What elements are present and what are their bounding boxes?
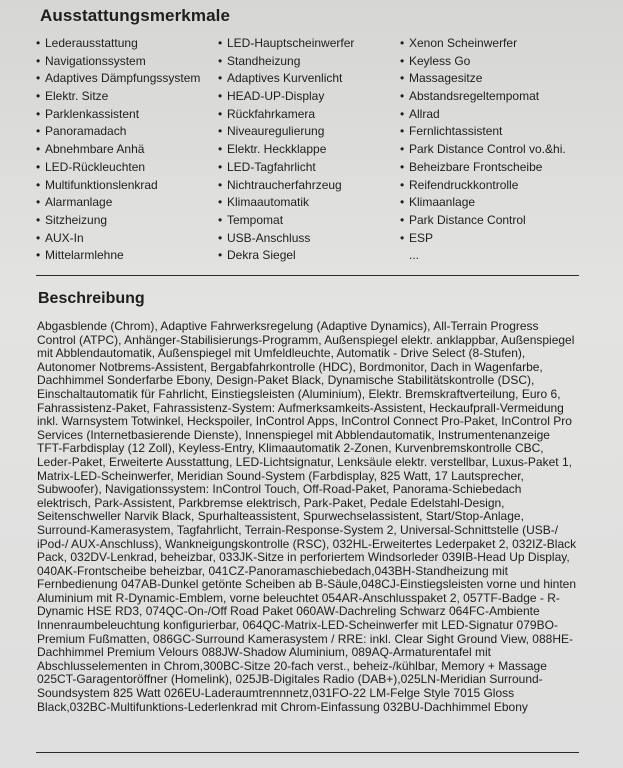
bullet-marker: • bbox=[36, 248, 41, 263]
feature-item bbox=[218, 212, 396, 230]
feature-label: LED-Rückleuchten bbox=[45, 159, 146, 174]
bullet-marker: • bbox=[218, 106, 223, 121]
feature-item bbox=[400, 159, 590, 177]
feature-label: Massagesitze bbox=[409, 71, 483, 86]
feature-label: Lederausstattung bbox=[45, 36, 138, 50]
feature-label: Abstandsregeltempomat bbox=[409, 89, 540, 104]
feature-item bbox=[400, 35, 590, 53]
feature-item bbox=[36, 53, 214, 71]
feature-label: Abnehmbare Anhä bbox=[45, 142, 145, 157]
feature-item bbox=[218, 194, 396, 212]
bullet-marker: • bbox=[218, 195, 223, 210]
bullet-marker: • bbox=[36, 53, 41, 68]
bullet-marker: • bbox=[36, 212, 41, 227]
feature-item bbox=[36, 35, 214, 53]
feature-item bbox=[400, 247, 590, 265]
features-heading: Ausstattungsmerkmale bbox=[40, 6, 231, 25]
feature-item bbox=[36, 247, 214, 265]
feature-item bbox=[218, 159, 396, 177]
bullet-marker: • bbox=[36, 159, 41, 174]
feature-item bbox=[400, 212, 590, 230]
feature-label: Klimaautomatik bbox=[227, 195, 310, 210]
feature-label: Adaptives Dämpfungssystem bbox=[45, 71, 201, 86]
feature-label: USB-Anschluss bbox=[227, 230, 311, 245]
bullet-marker: • bbox=[218, 177, 223, 192]
bullet-marker: • bbox=[36, 36, 41, 50]
feature-item bbox=[36, 123, 214, 141]
feature-item bbox=[218, 177, 396, 195]
feature-item bbox=[36, 159, 214, 177]
bottom-divider bbox=[36, 752, 579, 753]
feature-label: Adaptives Kurvenlicht bbox=[227, 71, 343, 86]
bullet-marker: • bbox=[400, 53, 405, 68]
feature-label: Allrad bbox=[409, 106, 440, 121]
feature-item bbox=[218, 70, 396, 88]
feature-item bbox=[36, 230, 214, 248]
bullet-marker: • bbox=[400, 106, 405, 121]
bullet-marker: • bbox=[36, 71, 41, 86]
feature-label: Mittelarmlehne bbox=[45, 248, 124, 263]
feature-label: Fernlichtassistent bbox=[409, 124, 503, 139]
bullet-marker: • bbox=[400, 195, 405, 210]
bullet-marker: • bbox=[218, 89, 223, 104]
feature-item bbox=[218, 35, 396, 53]
bullet-marker: • bbox=[218, 71, 223, 86]
feature-item bbox=[218, 88, 396, 106]
bullet-marker: • bbox=[36, 89, 41, 104]
feature-item bbox=[36, 177, 214, 195]
bullet-marker: • bbox=[218, 124, 223, 139]
feature-label: Park Distance Control bbox=[409, 212, 526, 227]
feature-label: Reifendruckkontrolle bbox=[409, 177, 519, 192]
bullet-marker: • bbox=[36, 124, 41, 139]
features-column-3 bbox=[400, 35, 590, 265]
feature-label: Nichtraucherfahrzeug bbox=[227, 177, 342, 192]
bullet-marker: • bbox=[218, 159, 223, 174]
bullet-marker: • bbox=[218, 212, 223, 227]
feature-label: LED-Hauptscheinwerfer bbox=[227, 36, 355, 50]
feature-item bbox=[218, 141, 396, 159]
feature-item bbox=[400, 53, 590, 71]
feature-label: HEAD-UP-Display bbox=[227, 89, 325, 104]
feature-item bbox=[400, 123, 590, 141]
bullet-marker: • bbox=[400, 230, 405, 245]
bullet-marker: • bbox=[218, 142, 223, 157]
feature-item bbox=[218, 230, 396, 248]
feature-label: Sitzheizung bbox=[45, 212, 108, 227]
feature-label: AUX-In bbox=[45, 230, 84, 245]
feature-item bbox=[400, 177, 590, 195]
feature-label: ... bbox=[409, 248, 420, 263]
bullet-marker: • bbox=[36, 106, 41, 121]
feature-item bbox=[400, 70, 590, 88]
bullet-marker: • bbox=[218, 230, 223, 245]
bullet-marker: • bbox=[400, 71, 405, 86]
bullet-marker: • bbox=[218, 36, 223, 50]
feature-item bbox=[36, 106, 214, 124]
feature-label: Park Distance Control vo.&hi. bbox=[409, 142, 566, 157]
features-list bbox=[36, 35, 596, 265]
bullet-marker: • bbox=[400, 177, 405, 192]
bullet-marker: • bbox=[36, 177, 41, 192]
feature-item bbox=[400, 194, 590, 212]
description-heading: Beschreibung bbox=[38, 290, 145, 307]
feature-item bbox=[36, 194, 214, 212]
feature-item bbox=[400, 106, 590, 124]
feature-label: Rückfahrkamera bbox=[227, 106, 316, 121]
bullet-marker: • bbox=[400, 142, 405, 157]
feature-item bbox=[36, 88, 214, 106]
feature-item bbox=[400, 88, 590, 106]
section-divider bbox=[36, 275, 579, 276]
bullet-marker: • bbox=[400, 212, 405, 227]
feature-item bbox=[400, 141, 590, 159]
bullet-marker: • bbox=[36, 195, 41, 210]
feature-label: Keyless Go bbox=[409, 53, 471, 68]
feature-item bbox=[36, 141, 214, 159]
bullet-marker: • bbox=[36, 142, 41, 157]
feature-item bbox=[36, 212, 214, 230]
feature-label: Elektr. Heckklappe bbox=[227, 142, 327, 157]
feature-label: Parklenkassistent bbox=[45, 106, 140, 121]
features-column-1 bbox=[36, 35, 214, 265]
feature-label: Navigationssystem bbox=[45, 53, 146, 68]
features-column-2 bbox=[218, 35, 396, 265]
feature-item bbox=[218, 247, 396, 265]
feature-label: Elektr. Sitze bbox=[45, 89, 109, 104]
feature-item bbox=[400, 230, 590, 248]
bullet-marker: • bbox=[36, 230, 41, 245]
bullet-marker: • bbox=[218, 53, 223, 68]
bullet-marker: • bbox=[218, 248, 223, 263]
bullet-marker: • bbox=[400, 36, 405, 50]
feature-label: Multifunktionslenkrad bbox=[45, 177, 158, 192]
feature-item bbox=[218, 123, 396, 141]
feature-item bbox=[218, 106, 396, 124]
feature-label: Niveauregulierung bbox=[227, 124, 325, 139]
feature-label: Klimaanlage bbox=[409, 195, 476, 210]
feature-label: Standheizung bbox=[227, 53, 301, 68]
feature-label: LED-Tagfahrlicht bbox=[227, 159, 316, 174]
feature-label: Xenon Scheinwerfer bbox=[409, 36, 518, 50]
feature-label: Tempomat bbox=[227, 212, 284, 227]
bullet-marker: • bbox=[400, 159, 405, 174]
feature-label: Dekra Siegel bbox=[227, 248, 296, 263]
feature-label: Beheizbare Frontscheibe bbox=[409, 159, 543, 174]
feature-label: Panoramadach bbox=[45, 124, 127, 139]
feature-item bbox=[218, 53, 396, 71]
feature-item bbox=[36, 70, 214, 88]
feature-label: Alarmanlage bbox=[45, 195, 113, 210]
feature-label: ESP bbox=[409, 230, 434, 245]
bullet-marker: • bbox=[400, 89, 405, 104]
bullet-marker: • bbox=[400, 124, 405, 139]
description-text: Abgasblende (Chrom), Adaptive Fahrwerksregelung (Adaptive Dynamics), All-Terrain Progress Control (ATPC), Anhänger-Stabilisierungs-Programm, Außenspiegel elektr. anklappbar, Außenspiegel mit Abblendautomatik, Außenspiegel mit Umfeldleuchte, Automatik - Drive Select (8-Stufen), Autonomer Notbrems-Assistent, Bergabfahrkontrolle (HDC), Bordmonitor, Dach in Wagenfarbe, Dachhimmel Sonderfarbe Ebony, Design-Paket Black, Dynamische Stabilitätskontrolle (DSC), Einschaltautomatik für Fahrlicht, Einstiegsleisten (Aluminium), Elektr. Bremskraftverteilung, Euro 6, Fahrassistenz-Paket, Fahrassistenz-System: Aufmerksamkeits-Assistent, Heckaufprall-Vermeidung inkl. Warnsystem Totwinkel, Heckspoiler, InControl Apps, InControl Connect Pro-Paket, InControl Pro Services (Internetbasierende Dienste), Innenspiegel mit Abblendautomatik, Instrumentenanzeige TFT-Farbdisplay (12 Zoll), Keyless-Entry, Klimaautomatik 2-Zonen, Kurvenbremskontrolle CBC, Leder-Paket, Erweiterte Ausstattung, LED-Lichtsignatur, Lenksäule elektr. verstellbar, Luxus-Paket 1, Matrix-LED-Scheinwerfer, Meridian Sound-System (Farbdisplay, 825 Watt, 17 Lautsprecher, Subwoofer), Navigationssystem: InControl Touch, Off-Road-Paket, Panorama-Schiebedach elektrisch, Park-Assistent, Parkbremse elektrisch, Park-Paket, Pedale Edelstahl-Design, Seitenschweller Narvik Black, Spurhalteassistent, Spurwechselassistent, Start/Stop-Anlage, Surround-Kamerasystem, Tagfahrlicht, Terrain-Response-System 2, Universal-Schnittstelle (USB-/ iPod-/ AUX-Anschluss), Wankneigungskontrolle (RSC), 032HL-Erweitertes Lederpaket 2, 032IZ-Black Pack, 032DV-Lenkrad, beheizbar, 033JK-Sitze in perforiertem Windsorleder 039IB-Head Up Display, 040AK-Frontscheibe beheizbar, 041CZ-Panoramaschiebedach,043BH-Standheizung mit Fernbedienung 047AB-Dunkel getönte Scheiben ab B-Säule,048CJ-Einstiegsleisten vorne und hinten Aluminium mit R-Dynamic-Emblem, vorne beleuchtet 054AR-Anschlusspaket 2, 057TF-Badge - R-Dynamic HSE RD3, 074QC-On-/Off Road Paket 060AW-Dachreling Schwarz 064FC-Ambiente Innenraumbeleuchtung konfigurierbar, 064QC-Matrix-LED-Scheinwerfer mit LED-Signatur 079BO-Premium Fußmatten, 086GC-Surround Kamerasystem / RRE: inkl. Clear Sight Ground View, 088HE-Dachhimmel Premium Velours 088JW-Shadow Aluminium, 089AQ-Armaturentafel mit Abschlusselementen in Chrom,300BC-Sitze 20-fach verst., beheiz-/kühlbar, Memory + Massage 025CT-Garagentoröffner (Homelink), 025JB-Digitales Radio (DAB+),025LN-Meridian Surround-Soundsystem 825 Watt 026EU-Laderaumtrennnetz,031FO-22 LM-Felge Style 7015 Gloss Black,032BC-Multifunktions-Lederlenkrad mit Chrom-Einfassung 032BU-Dachhimmel Ebony bbox=[37, 319, 577, 714]
